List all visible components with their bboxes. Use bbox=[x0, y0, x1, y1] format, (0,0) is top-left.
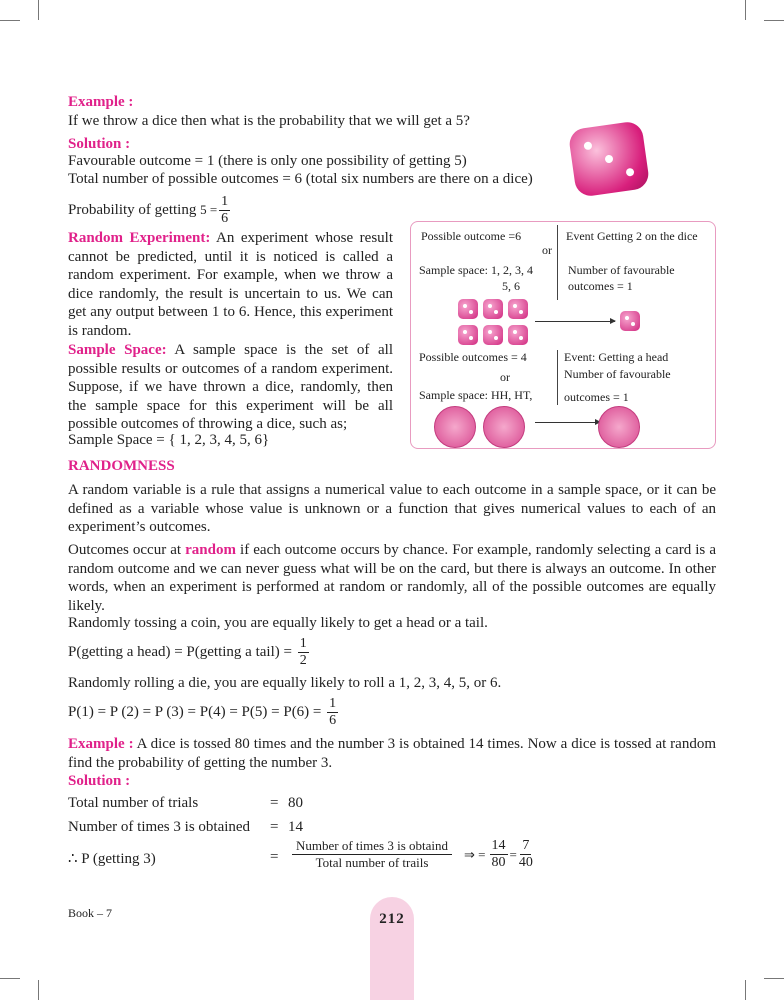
term: Random Experiment: bbox=[68, 230, 211, 246]
arrow-icon bbox=[535, 422, 600, 423]
diagram-text: Sample space: HH, HT, bbox=[419, 388, 533, 402]
coin-statement: Randomly tossing a coin, you are equally likely to get a head or a tail. bbox=[68, 615, 488, 631]
fraction bbox=[219, 194, 230, 227]
diagram-text: Possible outcome =6 bbox=[421, 229, 522, 243]
denominator: 80 bbox=[491, 855, 506, 870]
die-icon bbox=[458, 325, 478, 345]
term: random bbox=[185, 542, 236, 558]
page-number-badge bbox=[370, 897, 414, 1000]
diagram-text: Event Getting 2 on the dice bbox=[566, 229, 698, 243]
die-icon bbox=[458, 299, 478, 319]
solution-heading: Solution : bbox=[68, 773, 131, 789]
crop-mark bbox=[0, 20, 20, 21]
example-question: If we throw a dice then what is the probability that we will get a 5? bbox=[68, 113, 470, 129]
probability-line bbox=[68, 194, 232, 227]
randomness-paragraph: A random variable is a rule that assigns a numerical value to each outcome in a sample space, or it can be defined as a variable whose value is unknown or a function that gives numerical values to each of an experiment’s outcomes. bbox=[68, 482, 716, 535]
numerator: 1 bbox=[299, 636, 307, 651]
diagram-text: outcomes = 1 bbox=[564, 390, 629, 404]
prob-lhs: 5 = bbox=[200, 201, 218, 217]
fraction bbox=[292, 838, 452, 871]
crop-mark bbox=[38, 0, 39, 20]
numerator: Number of times 3 is obtaind bbox=[292, 838, 452, 855]
die-icon bbox=[483, 299, 503, 319]
coin-icon bbox=[598, 406, 640, 448]
value: 14 bbox=[288, 819, 303, 835]
random-experiment-paragraph bbox=[68, 229, 393, 340]
diagram-text: Number of favourable bbox=[564, 367, 671, 381]
text: Outcomes occur at bbox=[68, 542, 186, 558]
coin-icon bbox=[434, 406, 476, 448]
equation-text: P(getting a head) = P(getting a tail) = bbox=[68, 643, 292, 660]
solution-line: Total number of possible outcomes = 6 (total six numbers are there on a dice) bbox=[68, 171, 533, 187]
example-heading: Example : bbox=[68, 94, 134, 110]
value: 80 bbox=[288, 795, 303, 811]
divider bbox=[557, 225, 558, 300]
crop-mark bbox=[764, 978, 784, 979]
sample-space-paragraph bbox=[68, 341, 393, 434]
randomness-paragraph bbox=[68, 541, 716, 615]
crop-mark bbox=[745, 980, 746, 1000]
denominator: Total number of trails bbox=[315, 855, 429, 870]
equals: = bbox=[509, 846, 517, 862]
equation-text: P(1) = P (2) = P (3) = P(4) = P(5) = P(6) = bbox=[68, 703, 322, 720]
crop-mark bbox=[0, 978, 20, 979]
probability-result bbox=[290, 838, 535, 871]
equals: = bbox=[270, 795, 279, 811]
prob-label: Probability of getting bbox=[68, 201, 197, 218]
numerator: 1 bbox=[329, 696, 337, 711]
equals: = bbox=[270, 819, 279, 835]
definition: An experiment whose result cannot be predicted, until it is noticed is called a random experiment. For example, when we throw a dice randomly, the result is uncertain to us. We can get any output between 1 to 6. Hence, this experiment is random. bbox=[68, 230, 393, 339]
die-icon bbox=[508, 299, 528, 319]
arrow-icon bbox=[535, 321, 615, 322]
coin-equation bbox=[68, 636, 311, 669]
denominator: 6 bbox=[329, 713, 337, 728]
diagram-text: or bbox=[542, 243, 552, 257]
outcomes-diagram bbox=[410, 221, 716, 449]
diagram-text: Possible outcomes = 4 bbox=[419, 350, 527, 364]
diagram-text: or bbox=[500, 370, 510, 384]
die-equation bbox=[68, 696, 340, 729]
book-label: Book – 7 bbox=[68, 906, 113, 920]
page-number: 212 bbox=[379, 911, 405, 927]
die-icon bbox=[620, 311, 640, 331]
dice-illustration bbox=[568, 120, 651, 198]
fraction bbox=[298, 636, 309, 669]
implies: ⇒ = bbox=[464, 846, 486, 862]
coin-icon bbox=[483, 406, 525, 448]
label: ∴ P (getting 3) bbox=[68, 851, 156, 867]
term: Sample Space: bbox=[68, 342, 167, 358]
die-statement: Randomly rolling a die, you are equally likely to roll a 1, 2, 3, 4, 5, or 6. bbox=[68, 675, 502, 691]
crop-mark bbox=[745, 0, 746, 20]
diagram-text: outcomes = 1 bbox=[568, 279, 633, 293]
fraction bbox=[327, 696, 338, 729]
denominator: 2 bbox=[299, 653, 307, 668]
denominator: 40 bbox=[518, 855, 533, 870]
example-heading: Example : bbox=[68, 736, 134, 752]
label: Total number of trials bbox=[68, 795, 199, 811]
example-text: A dice is tossed 80 times and the number 3 is obtained 14 times. Now a dice is tossed at random find the probability of getting the number 3. bbox=[68, 736, 716, 771]
sample-space-set: Sample Space = { 1, 2, 3, 4, 5, 6} bbox=[68, 432, 270, 448]
divider bbox=[557, 350, 558, 405]
definition: A sample space is the set of all possible results or outcomes of a random experiment. Suppose, if we have thrown a dice, randomly, then the sample space for this experiment will be all possible outcomes of throwing a dice, such as; bbox=[68, 342, 393, 432]
randomness-heading: RANDOMNESS bbox=[68, 458, 175, 474]
diagram-text: Event: Getting a head bbox=[564, 350, 669, 364]
text: if each outcome occurs by chance. For example, randomly selecting a card is a random outcome and we can never guess what will be on the card, but there is always an outcome. In other words, when an experiment is performed at random or randomly, all of the possible outcomes are equally likely. bbox=[68, 542, 716, 614]
die-icon bbox=[508, 325, 528, 345]
die-icon bbox=[483, 325, 503, 345]
numerator: 1 bbox=[221, 194, 229, 209]
crop-mark bbox=[764, 20, 784, 21]
equals: = bbox=[270, 849, 279, 865]
numerator: 7 bbox=[522, 838, 530, 853]
numerator: 14 bbox=[491, 838, 506, 853]
diagram-text: Number of favourable bbox=[568, 263, 675, 277]
fraction bbox=[519, 838, 533, 871]
solution-heading: Solution : bbox=[68, 136, 131, 152]
example2-paragraph bbox=[68, 735, 716, 772]
label: Number of times 3 is obtained bbox=[68, 819, 251, 835]
diagram-text: 5, 6 bbox=[502, 279, 520, 293]
fraction bbox=[490, 838, 508, 871]
solution-line: Favourable outcome = 1 (there is only one possibility of getting 5) bbox=[68, 153, 467, 169]
crop-mark bbox=[38, 980, 39, 1000]
denominator: 6 bbox=[221, 211, 229, 226]
diagram-text: Sample space: 1, 2, 3, 4 bbox=[419, 263, 533, 277]
